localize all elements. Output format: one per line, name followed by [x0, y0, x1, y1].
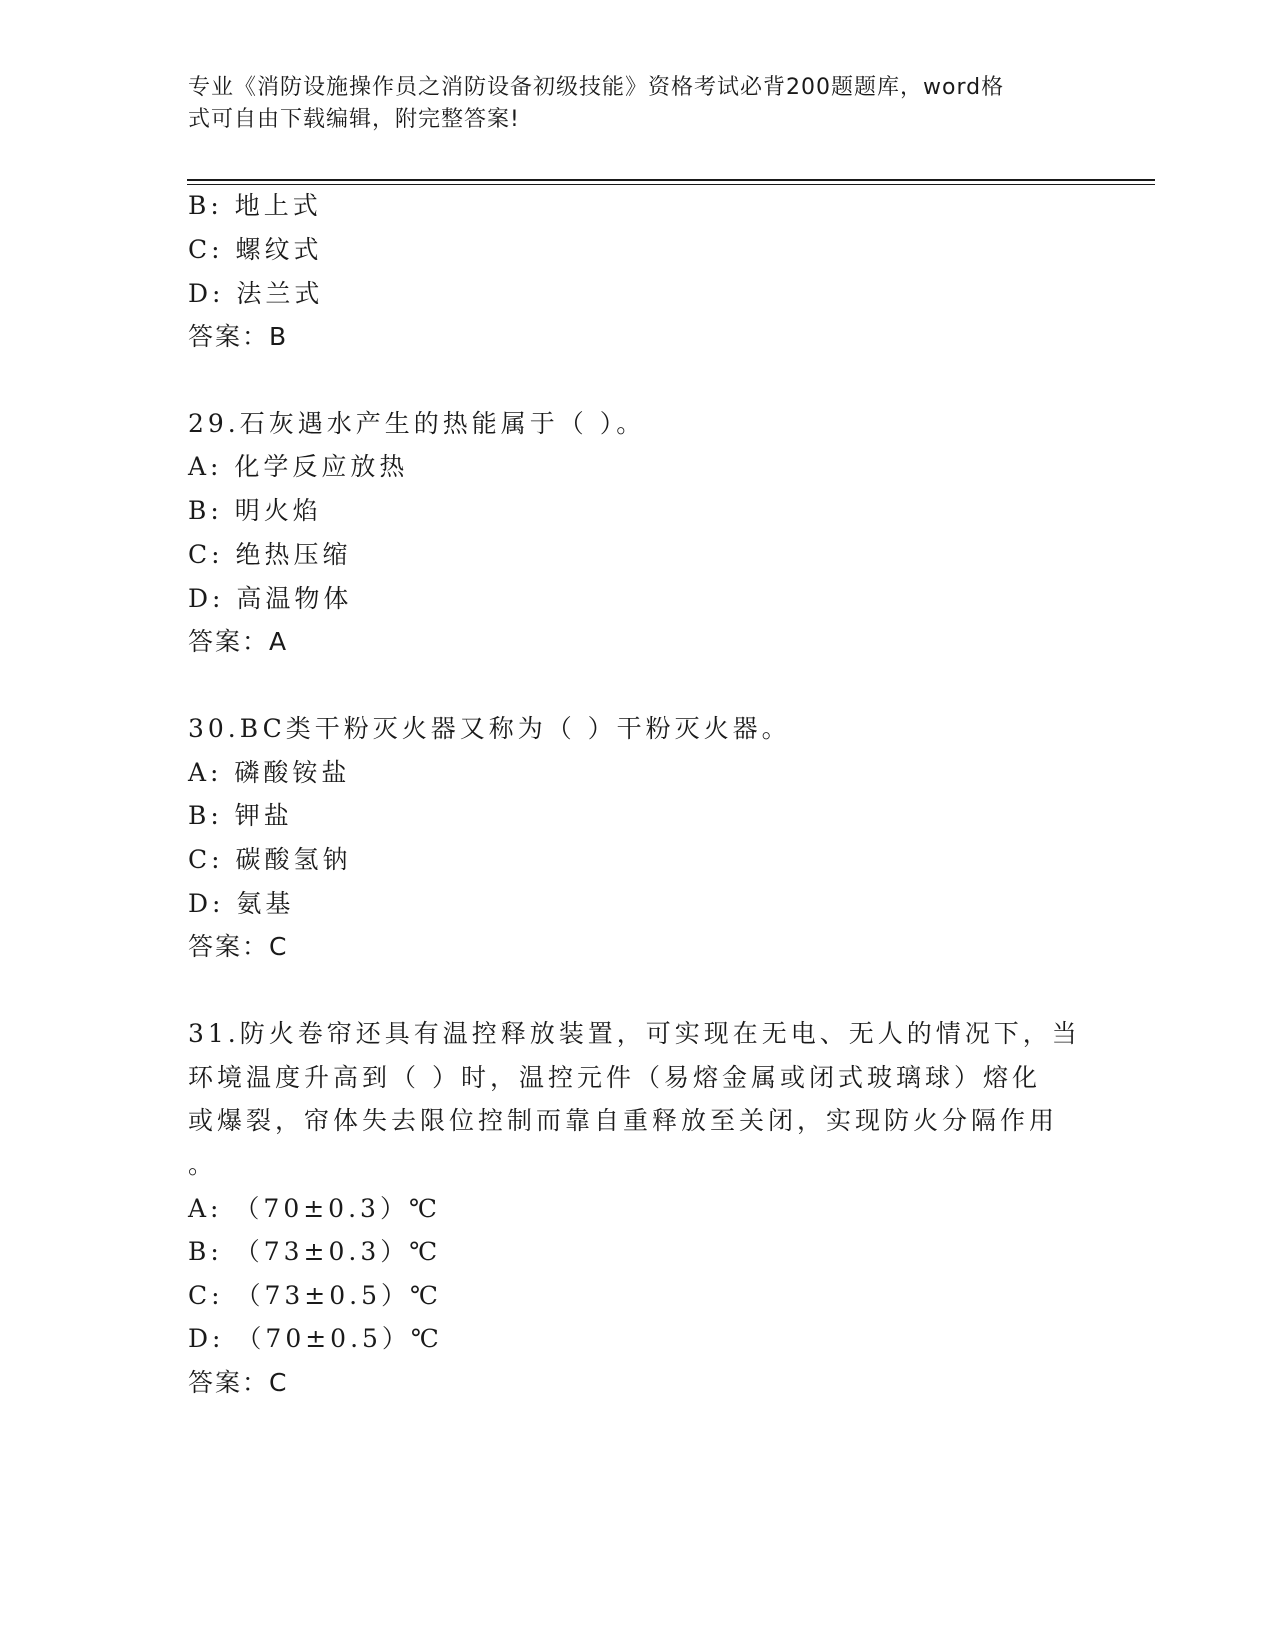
document-header — [188, 72, 1068, 136]
question-31-stem-line-2: 环境温度升高到（ ）时，温控元件（易熔金属或闭式玻璃球）熔化 — [188, 1063, 1041, 1092]
option-a: A: 磷酸铵盐 — [188, 758, 351, 787]
answer-line: 答案：C — [188, 1368, 289, 1397]
header-divider-thin — [187, 184, 1155, 185]
option-d: D: 法兰式 — [188, 279, 324, 308]
option-c: C: 碳酸氢钠 — [188, 845, 352, 874]
question-31-stem-line-1: 31.防火卷帘还具有温控释放装置，可实现在无电、无人的情况下，当 — [188, 1019, 1081, 1048]
option-a: A: 化学反应放热 — [188, 452, 409, 481]
option-c: C: 绝热压缩 — [188, 540, 352, 569]
option-d: D: 高温物体 — [188, 584, 353, 613]
option-c: C: （73±0.5）℃ — [188, 1281, 442, 1310]
option-b: B: （73±0.3）℃ — [188, 1237, 442, 1266]
option-b: B: 地上式 — [188, 191, 322, 220]
option-b: B: 钾盐 — [188, 801, 293, 830]
option-b: B: 明火焰 — [188, 496, 322, 525]
question-31-stem-line-3: 或爆裂，帘体失去限位控制而靠自重释放至关闭，实现防火分隔作用 — [188, 1106, 1059, 1135]
option-a: A: （70±0.3）℃ — [188, 1194, 441, 1223]
question-29-stem: 29.石灰遇水产生的热能属于（ ）。 — [188, 409, 646, 438]
option-c: C: 螺纹式 — [188, 235, 323, 264]
option-d: D: （70±0.5）℃ — [188, 1324, 443, 1353]
question-31-stem-line-4: 。 — [188, 1150, 218, 1179]
header-divider — [187, 179, 1155, 181]
header-line-1: 专业《消防设施操作员之消防设备初级技能》资格考试必背200题题库，word格 — [188, 75, 1005, 100]
question-30-stem: 30.BC类干粉灭火器又称为（ ）干粉灭火器。 — [188, 714, 791, 743]
option-d: D: 氨基 — [188, 889, 295, 918]
answer-line: 答案：A — [188, 627, 289, 656]
answer-line: 答案：C — [188, 932, 289, 961]
header-line-2: 式可自由下载编辑，附完整答案! — [188, 107, 520, 132]
answer-line: 答案：B — [188, 322, 289, 351]
